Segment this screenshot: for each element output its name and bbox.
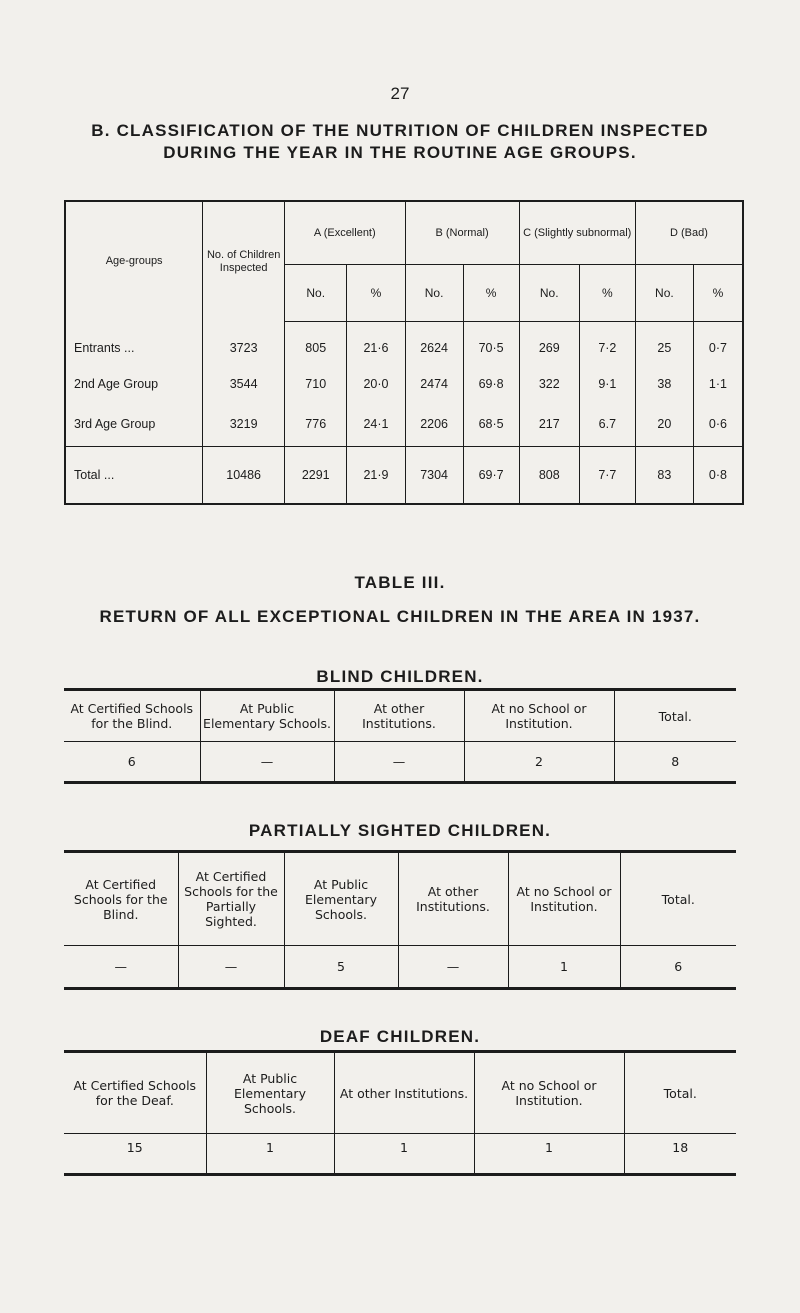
cell-a-pct: 21·6: [347, 322, 405, 367]
total-c-pct: 7·7: [579, 447, 635, 505]
blind-table: [64, 688, 736, 784]
table-row: [64, 1134, 736, 1175]
header-group-c: C (Slightly subnormal): [519, 201, 635, 265]
header-group-b: B (Normal): [405, 201, 519, 265]
header-c-no: No.: [519, 265, 579, 322]
cell-c-no: 269: [519, 322, 579, 367]
partial-header: At Certified Schools for the Blind.: [64, 852, 178, 946]
blind-title: BLIND CHILDREN.: [316, 667, 484, 686]
partial-value: —: [398, 946, 508, 989]
deaf-value: 1: [334, 1134, 474, 1175]
deaf-title: DEAF CHILDREN.: [319, 1027, 481, 1046]
header-group-a: A (Excellent): [285, 201, 406, 265]
cell-children: 3544: [203, 366, 285, 402]
deaf-value: 18: [624, 1134, 736, 1175]
blind-value: —: [334, 742, 464, 783]
header-age-groups: Age-groups: [65, 201, 203, 322]
partial-header: At Public Elementary Schools.: [284, 852, 398, 946]
cell-c-pct: 9·1: [579, 366, 635, 402]
header-c-pct: %: [579, 265, 635, 322]
blind-header: Total.: [614, 690, 736, 742]
cell-children: 3219: [203, 402, 285, 447]
partial-header: At other Institutions.: [398, 852, 508, 946]
partial-value: 5: [284, 946, 398, 989]
cell-b-pct: 70·5: [463, 322, 519, 367]
cell-a-pct: 20·0: [347, 366, 405, 402]
table-row: [65, 402, 743, 447]
cell-d-pct: 0·7: [693, 322, 743, 367]
header-d-no: No.: [635, 265, 693, 322]
deaf-header: At Public Elementary Schools.: [206, 1052, 334, 1134]
cell-b-pct: 68·5: [463, 402, 519, 447]
partial-header: At Certified Schools for the Partially Sighted.: [178, 852, 284, 946]
blind-header: At other Institutions.: [334, 690, 464, 742]
row-label: 2nd Age Group: [65, 366, 203, 402]
table-iii-subtitle: RETURN OF ALL EXCEPTIONAL CHILDREN IN THE AREA IN 1937.: [99, 607, 701, 626]
blind-value: 6: [64, 742, 200, 783]
section-b-title: B. CLASSIFICATION OF THE NUTRITION OF CHILDREN INSPECTED DURING THE YEAR IN THE ROUTINE AGE GROUPS.: [91, 121, 709, 162]
blind-value: 2: [464, 742, 614, 783]
total-row: [65, 447, 743, 505]
partial-value: 1: [508, 946, 620, 989]
cell-b-no: 2206: [405, 402, 463, 447]
leader-dots: ...: [103, 468, 115, 482]
header-d-pct: %: [693, 265, 743, 322]
cell-b-no: 2624: [405, 322, 463, 367]
table-row: [65, 322, 743, 367]
header-b-pct: %: [463, 265, 519, 322]
cell-c-pct: 6.7: [579, 402, 635, 447]
header-a-pct: %: [347, 265, 405, 322]
deaf-header: Total.: [624, 1052, 736, 1134]
cell-c-pct: 7·2: [579, 322, 635, 367]
deaf-value: 1: [474, 1134, 624, 1175]
cell-d-no: 38: [635, 366, 693, 402]
partial-table: [64, 850, 736, 990]
cell-c-no: 217: [519, 402, 579, 447]
cell-d-no: 25: [635, 322, 693, 367]
table-row: [64, 946, 736, 989]
cell-a-no: 805: [285, 322, 347, 367]
cell-d-pct: 1·1: [693, 366, 743, 402]
partial-value: —: [64, 946, 178, 989]
deaf-table: [64, 1050, 736, 1176]
total-a-no: 2291: [285, 447, 347, 505]
cell-d-no: 20: [635, 402, 693, 447]
table-iii-title: TABLE III.: [354, 573, 446, 592]
deaf-header: At other Institutions.: [334, 1052, 474, 1134]
total-d-pct: 0·8: [693, 447, 743, 505]
partial-header: Total.: [620, 852, 736, 946]
deaf-value: 1: [206, 1134, 334, 1175]
partial-value: —: [178, 946, 284, 989]
deaf-value: 15: [64, 1134, 206, 1175]
table-row: [64, 742, 736, 783]
blind-header: At Certified Schools for the Blind.: [64, 690, 200, 742]
total-d-no: 83: [635, 447, 693, 505]
total-children: 10486: [203, 447, 285, 505]
cell-children: 3723: [203, 322, 285, 367]
header-group-d: D (Bad): [635, 201, 743, 265]
partial-value: 6: [620, 946, 736, 989]
cell-a-no: 776: [285, 402, 347, 447]
header-b-no: No.: [405, 265, 463, 322]
total-label: Total: [74, 468, 101, 482]
deaf-header: At Certified Schools for the Deaf.: [64, 1052, 206, 1134]
total-b-no: 7304: [405, 447, 463, 505]
partial-title: PARTIALLY SIGHTED CHILDREN.: [248, 821, 552, 840]
partial-header: At no School or Institution.: [508, 852, 620, 946]
cell-c-no: 322: [519, 366, 579, 402]
leader-dots: ...: [124, 340, 135, 355]
table-row: [65, 366, 743, 402]
nutrition-table: [64, 200, 744, 505]
row-label: Entrants: [74, 340, 121, 355]
blind-value: —: [200, 742, 334, 783]
cell-b-no: 2474: [405, 366, 463, 402]
total-c-no: 808: [519, 447, 579, 505]
cell-d-pct: 0·6: [693, 402, 743, 447]
header-no-children: No. of Children Inspected: [203, 201, 285, 322]
total-b-pct: 69·7: [463, 447, 519, 505]
blind-header: At Public Elementary Schools.: [200, 690, 334, 742]
blind-header: At no School or Institution.: [464, 690, 614, 742]
header-a-no: No.: [285, 265, 347, 322]
cell-a-no: 710: [285, 366, 347, 402]
deaf-header: At no School or Institution.: [474, 1052, 624, 1134]
cell-a-pct: 24·1: [347, 402, 405, 447]
cell-b-pct: 69·8: [463, 366, 519, 402]
row-label: 3rd Age Group: [65, 402, 203, 447]
blind-value: 8: [614, 742, 736, 783]
page-number: 27: [390, 84, 410, 103]
total-a-pct: 21·9: [347, 447, 405, 505]
